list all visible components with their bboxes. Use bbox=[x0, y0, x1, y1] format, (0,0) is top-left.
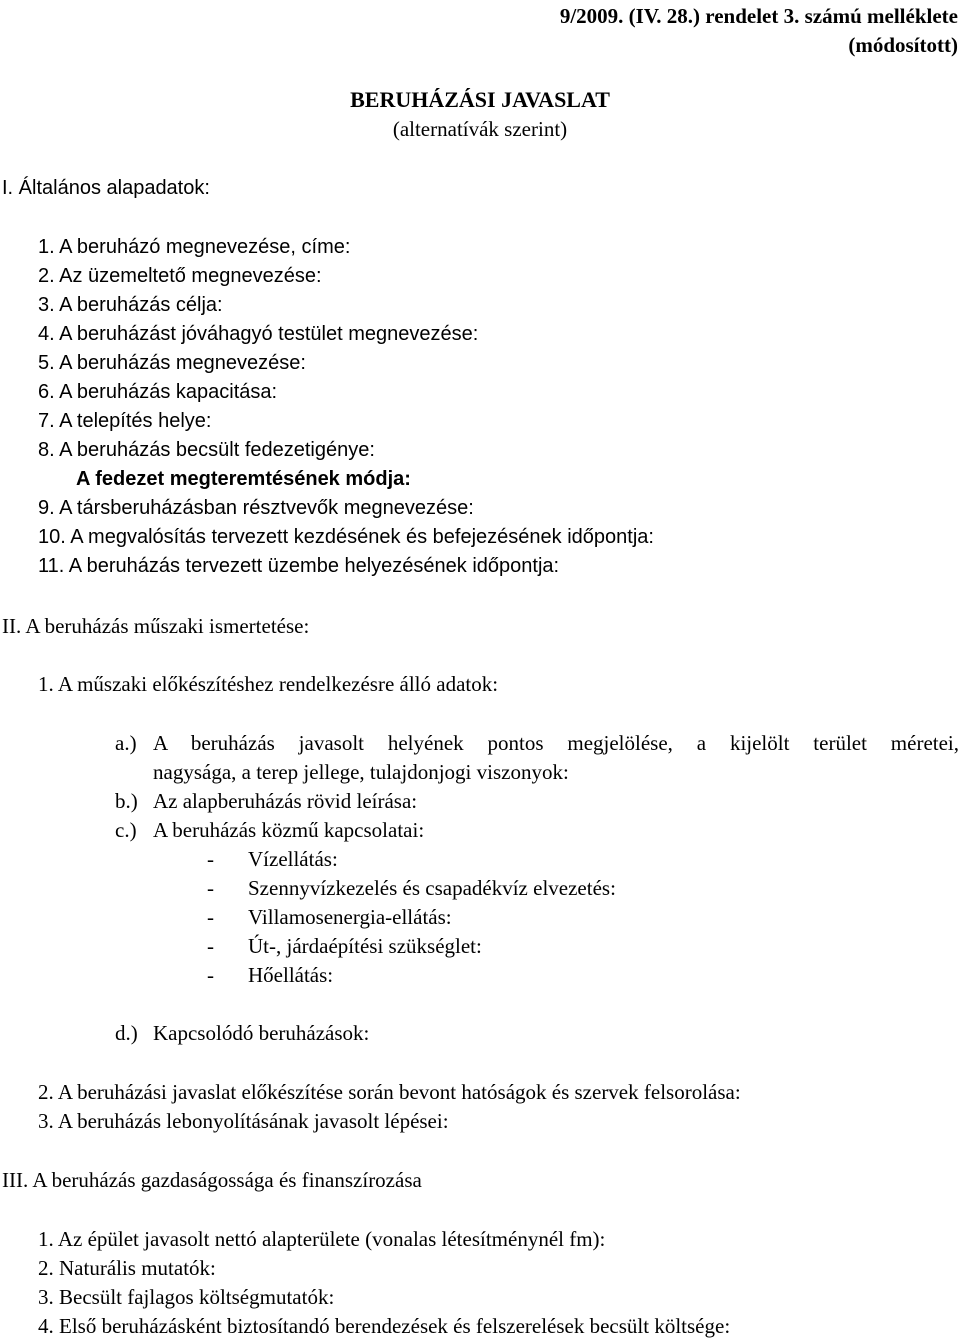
item-b-text: Az alapberuházás rövid leírása: bbox=[153, 789, 418, 813]
utility-item: Villamosenergia-ellátás: bbox=[248, 905, 452, 929]
list-item: 4. A beruházást jóváhagyó testület megnevezése: bbox=[38, 323, 479, 345]
section-3-heading: III. A beruházás gazdaságossága és finanszírozása bbox=[2, 1168, 422, 1192]
list-item: 7. A telepítés helye: bbox=[38, 410, 212, 432]
list-item: 3. A beruházás lebonyolításának javasolt lépései: bbox=[38, 1109, 449, 1133]
dash-bullet: - bbox=[207, 905, 214, 929]
item-c-text: A beruházás közmű kapcsolatai: bbox=[153, 818, 425, 842]
list-item: 4. Első beruházásként biztosítandó berendezések és felszerelések becsült költsége: bbox=[38, 1314, 731, 1338]
dash-bullet: - bbox=[207, 963, 214, 987]
document-title: BERUHÁZÁSI JAVASLAT bbox=[350, 87, 610, 112]
dash-bullet: - bbox=[207, 934, 214, 958]
regulation-reference: 9/2009. (IV. 28.) rendelet 3. számú melléklete bbox=[559, 4, 958, 28]
list-item: 11. A beruházás tervezett üzembe helyezésének időpontja: bbox=[38, 555, 560, 577]
item-d-text: Kapcsolódó beruházások: bbox=[153, 1021, 370, 1045]
document-subtitle: (alternatívák szerint) bbox=[392, 117, 568, 141]
list-item: 3. A beruházás célja: bbox=[38, 294, 223, 316]
list-item: 8. A beruházás becsült fedezetigénye: bbox=[38, 439, 375, 461]
item-b-label: b.) bbox=[115, 789, 138, 813]
item-a-text: A beruházás javasolt helyének pontos megjelölése, a kijelölt terület méretei, bbox=[153, 731, 959, 755]
item-d-label: d.) bbox=[115, 1021, 138, 1045]
item-a-label: a.) bbox=[115, 731, 137, 755]
dash-bullet: - bbox=[207, 847, 214, 871]
list-item: 2. Naturális mutatók: bbox=[38, 1256, 216, 1280]
section-1-heading: I. Általános alapadatok: bbox=[2, 177, 210, 199]
utility-item: Vízellátás: bbox=[248, 847, 338, 871]
list-item: 10. A megvalósítás tervezett kezdésének és befejezésének időpontja: bbox=[38, 526, 654, 548]
list-item: 1. Az épület javasolt nettó alapterülete (vonalas létesítménynél fm): bbox=[38, 1227, 606, 1251]
section-2-heading: II. A beruházás műszaki ismertetése: bbox=[2, 614, 310, 638]
list-item: 6. A beruházás kapacitása: bbox=[38, 381, 278, 403]
utility-item: Hőellátás: bbox=[248, 963, 334, 987]
list-item: 3. Becsült fajlagos költségmutatók: bbox=[38, 1285, 335, 1309]
list-item: 1. A műszaki előkészítéshez rendelkezésre álló adatok: bbox=[38, 672, 499, 696]
modified-note: (módosított) bbox=[848, 33, 958, 57]
utility-item: Szennyvízkezelés és csapadékvíz elvezetés: bbox=[248, 876, 616, 900]
list-item-subline: A fedezet megteremtésének módja: bbox=[76, 468, 411, 490]
list-item: 5. A beruházás megnevezése: bbox=[38, 352, 306, 374]
item-a-text-cont: nagysága, a terep jellege, tulajdonjogi viszonyok: bbox=[153, 760, 569, 784]
utility-item: Út-, járdaépítési szükséglet: bbox=[248, 934, 482, 958]
dash-bullet: - bbox=[207, 876, 214, 900]
list-item: 2. A beruházási javaslat előkészítése során bevont hatóságok és szervek felsorolása: bbox=[38, 1080, 741, 1104]
list-item: 1. A beruházó megnevezése, címe: bbox=[38, 236, 351, 258]
list-item: 9. A társberuházásban résztvevők megnevezése: bbox=[38, 497, 474, 519]
list-item: 2. Az üzemeltető megnevezése: bbox=[38, 265, 322, 287]
item-c-label: c.) bbox=[115, 818, 137, 842]
